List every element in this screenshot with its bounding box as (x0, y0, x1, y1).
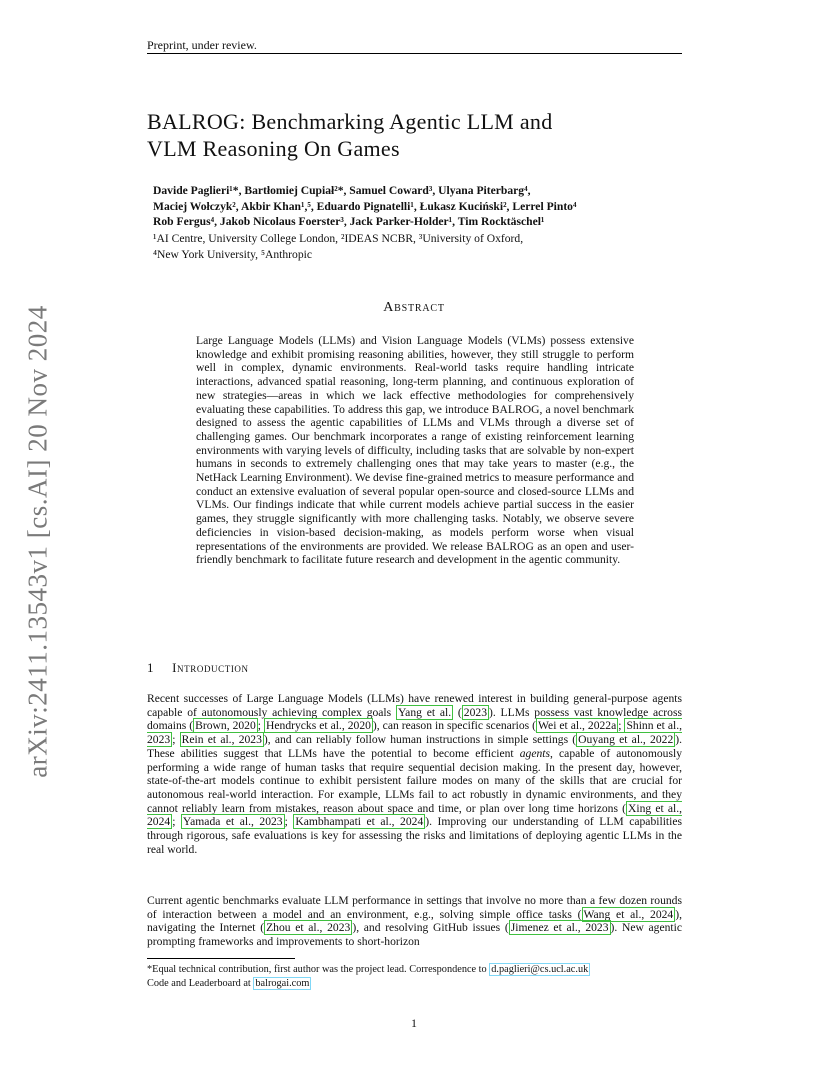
title-line-1: BALROG: Benchmarking Agentic LLM and (147, 109, 553, 134)
citation-link[interactable]: Hendrycks et al., 2020 (266, 719, 371, 733)
abstract-heading: Abstract (383, 300, 445, 315)
paper-title (147, 108, 687, 162)
citation-link[interactable]: Shinn et al., 2023 (147, 719, 683, 747)
footnote-rule (147, 958, 295, 959)
website-link[interactable]: balrogai.com (255, 978, 310, 989)
citation-link[interactable]: Jimenez et al., 2023 (510, 921, 609, 935)
header-rule (147, 53, 682, 54)
footnote: *Equal technical contribution, first author was the project lead. Correspondence to d.paglieri@cs.ucl.ac.uk Code and Leaderboard at balrogai.com (147, 964, 589, 989)
emphasis-agents: agents (519, 746, 551, 760)
authors-line-2: Maciej Wołczyk², Akbir Khan¹,⁵, Eduardo Pignatelli¹, Łukasz Kuciński², Lerrel Pinto⁴ (153, 199, 577, 213)
section-number: 1 (147, 660, 155, 675)
section-title: Introduction (172, 660, 249, 675)
citation-link[interactable]: Wei et al., 2022a (538, 719, 617, 733)
arxiv-stamp: arXiv:2411.13543v1 [cs.AI] 20 Nov 2024 (22, 305, 53, 778)
affiliations-line-2: ⁴New York University, ⁵Anthropic (153, 247, 313, 261)
citation-link[interactable]: Kambhampati et al., 2024 (295, 815, 424, 829)
running-header: Preprint, under review. (147, 38, 257, 52)
title-line-2: VLM Reasoning On Games (147, 136, 400, 161)
email-link[interactable]: d.paglieri@cs.ucl.ac.uk (491, 964, 589, 975)
citation-link[interactable]: Rein et al., 2023 (181, 733, 262, 747)
page-number: 1 (411, 1016, 417, 1030)
abstract-body: Large Language Models (LLMs) and Vision Language Models (VLMs) possess extensive knowledge and exhibit promising reasoning abilities, however, they still struggle to perform well in complex, dynamic environments. Real-world tasks require handling intricate interactions, advanced spatial reasoning, long-term planning, and continuous exploration of new strategies—areas in which we lack effective methodologies for comprehensively evaluating these capabilities. To address this gap, we introduce BALROG, a novel benchmark designed to assess the agentic capabilities of LLMs and VLMs through a diverse set of challenging games. Our benchmark incorporates a range of existing reinforcement learning environments with varying levels of difficulty, including tasks that are solvable by non-expert humans in seconds to extremely challenging ones that may take years to master (e.g., the NetHack Learning Environment). We devise fine-grained metrics to measure performance and conduct an extensive evaluation of several popular open-source and closed-source LLMs and VLMs. Our findings indicate that while current models achieve partial success in the easier games, they struggle significantly with more challenging tasks. Notably, we observe severe deficiencies in vision-based decision-making, as models perform worse when visual representations of the environments are provided. We release BALROG as an open and user-friendly benchmark to facilitate future research and development in the agentic community. (196, 334, 634, 567)
author-list (153, 183, 683, 230)
authors-line-3: Rob Fergus⁴, Jakob Nicolaus Foerster³, Jack Parker-Holder¹, Tim Rocktäschel¹ (153, 215, 545, 229)
citation-link[interactable]: Wang et al., 2024 (583, 907, 674, 921)
authors-line-1: Davide Paglieri¹*, Bartłomiej Cupiał²*, Samuel Coward³, Ulyana Piterbarg⁴, (153, 184, 531, 197)
affiliations-line-1: ¹AI Centre, University College London, ²IDEAS NCBR, ³University of Oxford, (153, 232, 524, 245)
citation-link[interactable]: Yamada et al., 2023 (182, 815, 283, 829)
affiliations (153, 231, 683, 262)
section-heading (147, 660, 249, 676)
citation-link[interactable]: Yang et al. (397, 705, 452, 719)
citation-link[interactable]: 2023 (463, 705, 487, 719)
citation-link[interactable]: Brown, 2020 (195, 719, 256, 733)
citation-link[interactable]: Ouyang et al., 2022 (578, 733, 674, 747)
intro-paragraph-1: Recent successes of Large Language Models (LLMs) have renewed interest in building general-purpose agents capable of autonomously achieving complex goals Yang et al. ( 2023 ). LLMs possess vast knowledge across domains ( Brown, 2020 ; Hendrycks et al., 2020 ), can reason in specific scenarios ( Wei et al., 2022a ; Shinn et al., 2023 ; Rein et al., 2023 ), and can reliably follow human instructions in simple settings ( Ouyang et al., 2022 ). These abilities suggest that LLMs have the potential to become efficient agents, capable of autonomously performing a wide range of human tasks that require sequential decision making. In the present day, however, state-of-the-art models continue to exhibit persistent failure modes on many of the skills that are crucial for autonomous real-world interaction. For example, LLMs fail to act robustly in dynamic environments, and they cannot reliably learn from mistakes, reason about space and time, or plan over long time horizons ( Xing et al., 2024 ; Yamada et al., 2023 ; Kambhampati et al., 2024 ). Improving our understanding of LLM capabilities through rigorous, safe evaluations is key for assessing the risks and limitations of deploying agentic LLMs in the real world. (147, 692, 683, 856)
citation-link[interactable]: Zhou et al., 2023 (266, 921, 351, 935)
citation-link[interactable]: Xing et al., 2024 (147, 801, 683, 829)
intro-paragraph-2: Current agentic benchmarks evaluate LLM performance in settings that involve no more than a few dozen rounds of interaction between a model and an environment, e.g., solving simple office tasks ( Wang et al., 2024 ), navigating the Internet ( Zhou et al., 2023 ), and resolving GitHub issues ( Jimenez et al., 2023 ). New agentic prompting frameworks and improvements to short-horizon (147, 894, 683, 949)
